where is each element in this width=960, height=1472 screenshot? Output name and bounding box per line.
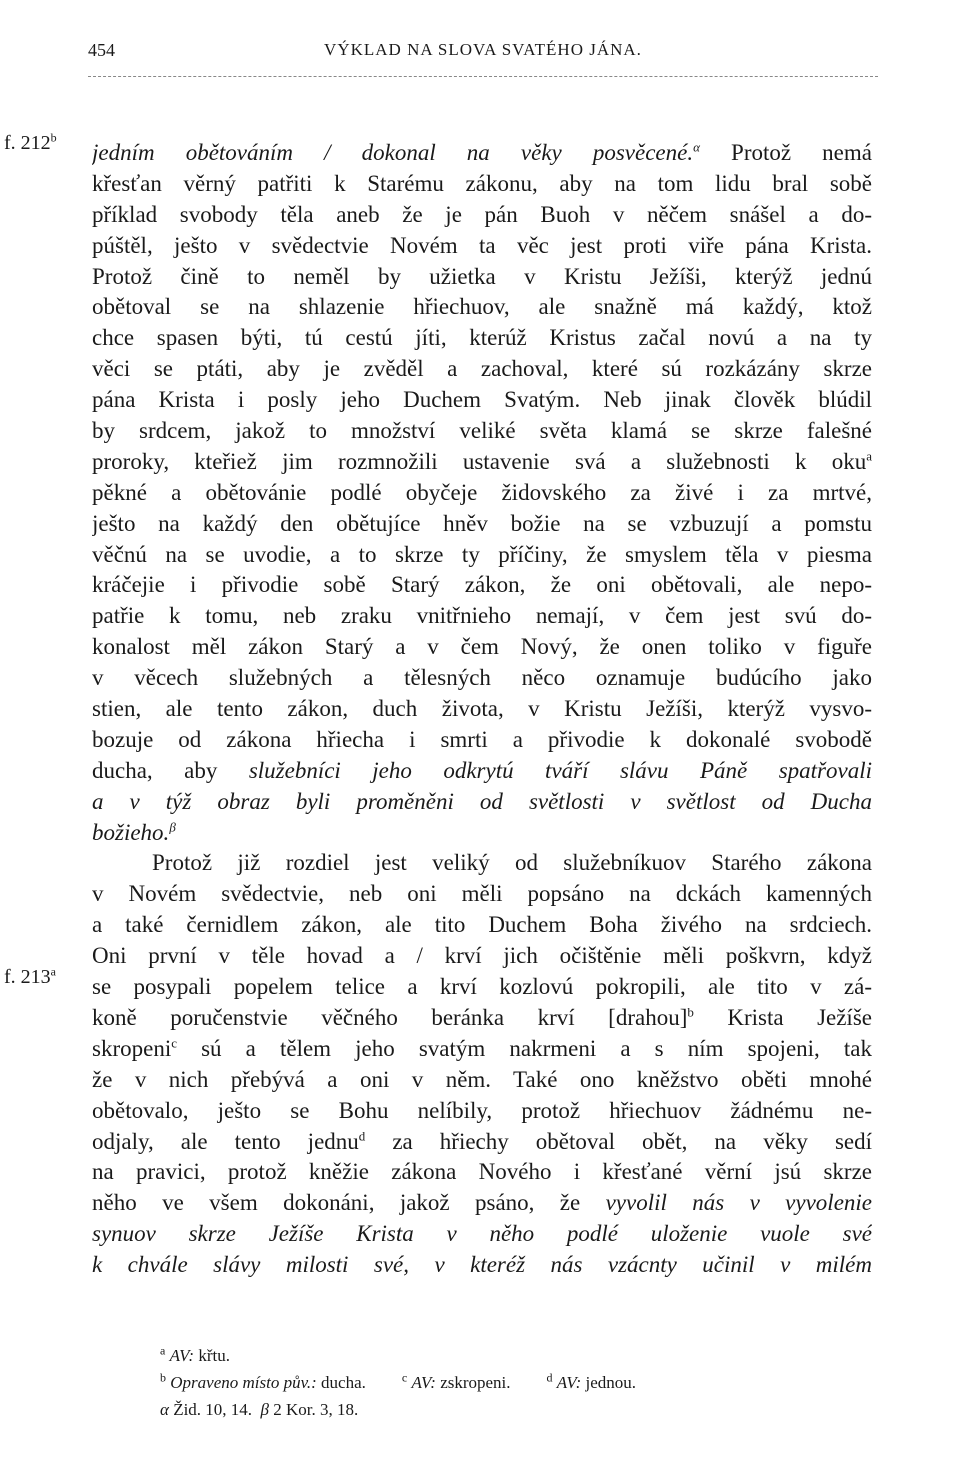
text-line: a také černidlem zákon, ale tito Duchem Boha živého na srdciech.: [92, 912, 872, 938]
text-line: ducha, aby služebníci jeho odkrytú tváří slávu Páně spatřovali: [92, 757, 872, 783]
header-rule: [88, 76, 878, 77]
page-header: [88, 40, 878, 70]
text-line: příklad svobody těla aneb že je pán Buoh v něčem snášel a do-: [92, 201, 872, 227]
text-line: v věcech služebných a tělesných něco oznamuje budúcího jako: [92, 665, 872, 691]
text-line: bozuje od zákona hřiecha i smrti a přivodie k dokonalé svobodě: [92, 726, 872, 752]
text-line: koně poručenstvie věčného beránka krví [drahou]$^b$ Krista Ježíše: [92, 1004, 872, 1030]
text-line: Protož čině to neměl by užietka v Kristu Ježíši, kterýž jednú: [92, 263, 872, 289]
folio-marker-213: f. 213$^a$: [4, 964, 56, 988]
footnotes: [160, 1342, 860, 1423]
running-title: VÝKLAD NA SLOVA SVATÉHO JÁNA.: [324, 40, 642, 59]
text-line: věci se ptáti, aby je zvěděl a zachoval, které sú rozkázány skrze: [92, 356, 872, 382]
footnote-bcd: $^b$ Opraveno místo pův.: ducha. $^c$ AV: zskropeni. $^d$ AV: jednou.: [160, 1370, 637, 1392]
text-line: odjaly, ale tento jednu$^d$ za hřiechy obětoval obět, na věky sedí: [92, 1127, 872, 1154]
text-line: pána Krista i posly jeho Duchem Svatým. Neb jinak člověk blúdil: [92, 387, 872, 413]
text-line: by srdcem, jakož to množství veliké světa klamá se skrze falešné: [92, 418, 872, 444]
text-line: synuov skrze Ježíše Krista v něho podlé uloženie vuole své: [92, 1221, 872, 1247]
text-line: k chvále slávy milosti své, v kteréž nás vzácnty učinil v milém: [92, 1252, 872, 1278]
text-line: pěkné a obětovánie podlé obyčeje židovského za živé i za mrtvé,: [92, 479, 872, 505]
text-line: něho ve všem dokonáni, jakož psáno, že vyvolil nás v vyvolenie: [92, 1190, 872, 1216]
text-line: božieho.$^\beta$: [92, 818, 176, 845]
text-line: Oni první v těle hovad a / krví jich očištěnie měli poškvrn, když: [92, 943, 872, 969]
text-line: že v nich přebývá a oni v něm. Také ono kněžstvo oběti mnohé: [92, 1066, 872, 1092]
main-text: [92, 138, 872, 1281]
text-line: konalost měl zákon Starý a v čem Nový, že onen toliko v figuře: [92, 634, 872, 660]
text-line: obětovalo, ješto se Bohu nelíbily, protož hřiechuov žádnému ne-: [92, 1097, 872, 1123]
text-line: ješto na každý den obětujíce hněv božie na se vzbuzují a pomstu: [92, 510, 872, 536]
text-line: a v týž obraz byli proměněni od světlosti v světlost od Ducha: [92, 788, 872, 814]
text-line: proroky, kteřiež jim rozmnožili ustavenie svá a služebnosti k oku$^a$: [92, 448, 872, 474]
page-number: 454: [88, 40, 115, 60]
text-line: křesťan věrný patřiti k Starému zákonu, aby na tom lidu bral sobě: [92, 170, 872, 196]
text-line: kráčejie i přivodie sobě Starý zákon, že oni obětovali, ale nepo-: [92, 572, 872, 598]
text-line: se posypali popelem telice a krví kozlovú pokropili, ale tito v zá-: [92, 974, 872, 1000]
footnote-references: α Žid. 10, 14. β 2 Kor. 3, 18.: [160, 1400, 359, 1419]
text-line: skropeni$^c$ sú a tělem jeho svatým nakrmeni a s ním spojeni, tak: [92, 1035, 872, 1061]
folio-marker-212: f. 212$^b$: [4, 130, 57, 154]
text-line: stien, ale tento zákon, duch života, v Kristu Ježíši, kterýž vysvo-: [92, 696, 872, 722]
text-line: na pravici, protož kněžie zákona Nového i křesťané věrní jsú skrze: [92, 1159, 872, 1185]
text-line: obětoval se na shlazenie hřiechuov, ale snažně má každý, ktož: [92, 294, 872, 320]
paragraph-start: Protož již rozdiel jest veliký od služebníkuov Starého zákona: [152, 850, 872, 876]
text-line: chce spasen býti, tú cestú jíti, kterúž Kristus začal novú a na ty: [92, 325, 872, 351]
text-line: v Novém svědectvie, neb oni měli popsáno na dckách kamenných: [92, 881, 872, 907]
text-line: jedním obětováním / dokonal na věky posvěcené.$^\alpha$ Protož nemá: [92, 139, 872, 165]
text-line: patřie k tomu, neb zraku vnitřnieho nemají, v čem jest svú do-: [92, 603, 872, 629]
text-line: púštěl, ješto v svědectvie Novém ta věc jest proti viře pána Krista.: [92, 232, 872, 258]
text-line: věčnú na se uvodie, a to skrze ty příčiny, že smyslem těla v piesma: [92, 541, 872, 567]
footnote-a: $^a$ AV: křtu.: [160, 1343, 230, 1365]
